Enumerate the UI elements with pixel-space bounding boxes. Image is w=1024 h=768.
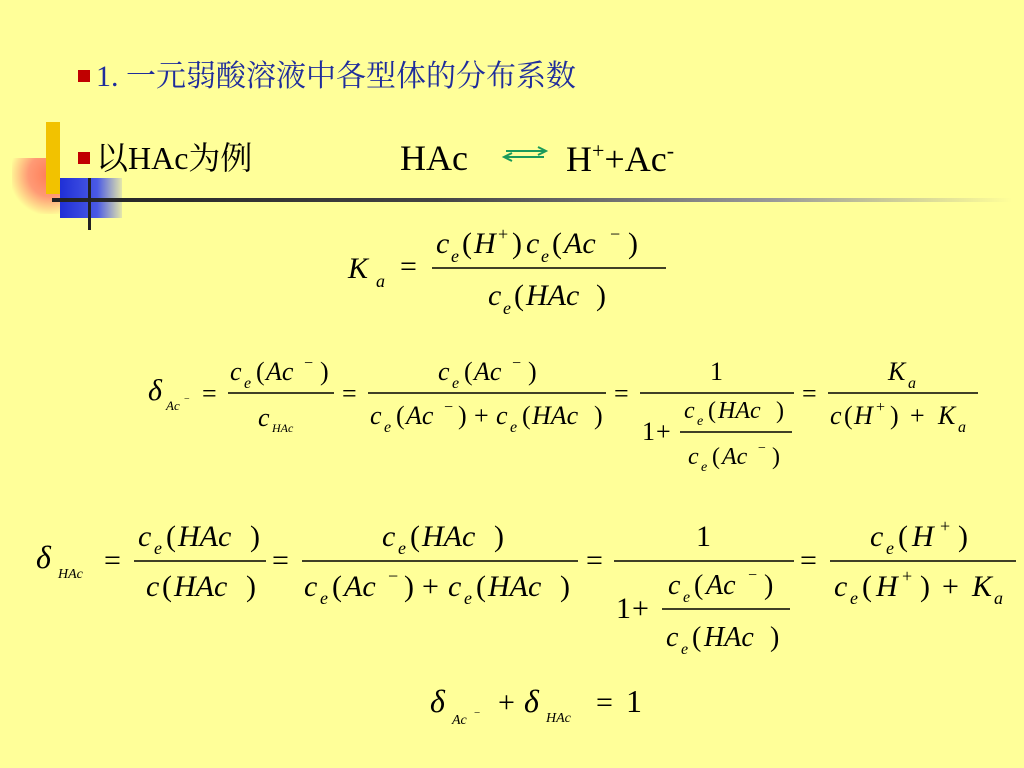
svg-text:−: −: [748, 567, 758, 584]
svg-text:e: e: [452, 375, 460, 392]
svg-text:e: e: [503, 298, 511, 318]
svg-text:(: (: [552, 227, 562, 260]
svg-text:(: (: [332, 570, 342, 603]
svg-text:1: 1: [696, 520, 711, 553]
svg-text:Ac: Ac: [266, 357, 294, 386]
svg-text:c: c: [830, 401, 842, 430]
svg-text:+: +: [474, 401, 489, 430]
svg-text:e: e: [244, 375, 252, 392]
svg-text:+: +: [910, 401, 925, 430]
svg-text:Ac: Ac: [344, 570, 376, 603]
svg-text:): ): [770, 622, 780, 653]
svg-text:HAc: HAc: [272, 421, 294, 435]
svg-text:e: e: [541, 246, 549, 266]
equation-ka: [347, 224, 666, 318]
svg-text:HAc: HAc: [58, 567, 83, 582]
svg-text:+: +: [498, 224, 509, 244]
svg-text:=: =: [202, 379, 217, 408]
svg-text:e: e: [683, 589, 691, 606]
svg-text:=: =: [342, 379, 357, 408]
svg-text:−: −: [184, 394, 190, 405]
svg-text:HAc: HAc: [704, 622, 754, 653]
svg-text:−: −: [444, 399, 454, 416]
svg-text:K: K: [888, 357, 906, 386]
reaction-ac: +Ac: [604, 139, 667, 179]
svg-text:e: e: [850, 588, 858, 608]
svg-text:c: c: [230, 357, 242, 386]
svg-text:=: =: [614, 379, 629, 408]
reaction-h-charge: +: [592, 138, 605, 163]
svg-text:c: c: [304, 570, 318, 603]
svg-text:c: c: [526, 227, 540, 260]
svg-text:): ): [776, 398, 784, 424]
svg-text:HAc: HAc: [422, 520, 476, 553]
svg-text:=: =: [586, 544, 603, 577]
svg-text:δ: δ: [430, 683, 445, 719]
svg-text:(: (: [712, 444, 720, 470]
svg-text:c: c: [488, 279, 502, 312]
svg-text:HAc: HAc: [532, 401, 579, 430]
svg-text:(: (: [162, 570, 172, 603]
svg-text:H: H: [912, 520, 934, 553]
svg-text:e: e: [398, 538, 406, 558]
svg-text:c: c: [666, 622, 679, 653]
svg-text:): ): [920, 570, 930, 603]
svg-text:H: H: [474, 227, 496, 260]
svg-text:(: (: [476, 570, 486, 603]
example-label: 以HAc为例: [96, 140, 253, 176]
svg-text:(: (: [462, 227, 472, 260]
reaction-ac-charge: -: [666, 138, 675, 163]
svg-text:1: 1: [710, 357, 723, 386]
svg-text:): ): [494, 520, 504, 553]
svg-text:+: +: [656, 417, 671, 446]
svg-text:c: c: [688, 444, 699, 470]
svg-text:δ: δ: [524, 683, 539, 719]
svg-text:e: e: [681, 641, 689, 658]
svg-text:HAc: HAc: [488, 570, 542, 603]
svg-text:−: −: [304, 355, 314, 372]
reaction-h: H: [566, 139, 592, 179]
svg-text:e: e: [510, 419, 518, 436]
svg-text:e: e: [701, 460, 708, 475]
svg-text:e: e: [384, 419, 392, 436]
svg-text:): ): [246, 570, 256, 603]
svg-text:e: e: [886, 538, 894, 558]
svg-text:=: =: [272, 544, 289, 577]
svg-text:(: (: [898, 520, 908, 553]
svg-text:): ): [250, 520, 260, 553]
svg-text:): ): [512, 227, 522, 260]
svg-text:(: (: [862, 570, 872, 603]
svg-text:Ac: Ac: [722, 444, 748, 470]
reaction-left: HAc: [400, 138, 468, 178]
svg-text:(: (: [256, 357, 265, 386]
svg-text:−: −: [610, 224, 621, 244]
svg-text:c: c: [382, 520, 396, 553]
svg-text:e: e: [451, 246, 459, 266]
svg-text:): ): [560, 570, 570, 603]
svg-text:(: (: [514, 279, 524, 312]
svg-text:): ): [764, 570, 774, 601]
svg-text:K: K: [938, 401, 956, 430]
title-text: 一元弱酸溶液中各型体的分布系数: [126, 60, 576, 93]
svg-text:=: =: [104, 544, 121, 577]
svg-text:HAc: HAc: [718, 398, 761, 424]
svg-text:c: c: [258, 403, 270, 432]
svg-text:): ): [628, 227, 638, 260]
svg-text:(: (: [694, 570, 704, 601]
svg-text:−: −: [512, 355, 522, 372]
svg-text:a: a: [958, 419, 966, 436]
svg-text:1: 1: [616, 592, 631, 625]
svg-text:): ): [890, 401, 899, 430]
svg-text:δ: δ: [36, 539, 51, 575]
svg-text:e: e: [320, 588, 328, 608]
svg-text:+: +: [498, 686, 515, 719]
svg-text:+: +: [422, 570, 439, 603]
svg-text:a: a: [376, 271, 385, 291]
svg-text:δ: δ: [148, 374, 162, 407]
svg-text:−: −: [758, 441, 766, 456]
svg-text:e: e: [464, 588, 472, 608]
svg-text:=: =: [596, 686, 613, 719]
svg-text:Ac: Ac: [706, 570, 736, 601]
svg-text:HAc: HAc: [174, 570, 228, 603]
svg-text:+: +: [632, 592, 649, 625]
svg-text:K: K: [972, 570, 993, 603]
svg-text:e: e: [154, 538, 162, 558]
svg-text:(: (: [522, 401, 531, 430]
svg-text:): ): [596, 279, 606, 312]
svg-text:1: 1: [626, 683, 642, 719]
svg-text:=: =: [400, 250, 417, 283]
title-number: 1.: [96, 60, 119, 93]
svg-text:a: a: [994, 588, 1003, 608]
svg-text:=: =: [802, 379, 817, 408]
svg-text:c: c: [496, 401, 508, 430]
svg-text:Ac: Ac: [474, 357, 502, 386]
svg-text:a: a: [908, 375, 916, 392]
svg-text:(: (: [396, 401, 405, 430]
svg-text:): ): [958, 520, 968, 553]
equation-delta-hac: [36, 516, 1016, 658]
svg-text:c: c: [438, 357, 450, 386]
svg-text:H: H: [876, 570, 898, 603]
svg-text:c: c: [834, 570, 848, 603]
svg-text:(: (: [410, 520, 420, 553]
svg-text:−: −: [474, 707, 481, 719]
svg-text:c: c: [436, 227, 450, 260]
svg-text:c: c: [668, 570, 681, 601]
svg-text:): ): [772, 444, 780, 470]
svg-text:+: +: [876, 399, 886, 416]
svg-text:(: (: [464, 357, 473, 386]
svg-text:c: c: [684, 398, 695, 424]
svg-text:c: c: [146, 570, 160, 603]
svg-text:(: (: [708, 398, 716, 424]
svg-text:): ): [404, 570, 414, 603]
svg-text:−: −: [388, 566, 399, 586]
svg-text:=: =: [800, 544, 817, 577]
svg-text:Ac: Ac: [406, 401, 434, 430]
svg-text:(: (: [692, 622, 702, 653]
svg-text:+: +: [942, 570, 959, 603]
svg-text:Ac: Ac: [452, 713, 467, 728]
svg-text:HAc: HAc: [178, 520, 232, 553]
svg-text:c: c: [370, 401, 382, 430]
svg-text:e: e: [697, 414, 704, 429]
svg-text:c: c: [870, 520, 884, 553]
svg-text:HAc: HAc: [546, 711, 571, 726]
svg-text:H: H: [854, 401, 873, 430]
svg-text:HAc: HAc: [526, 279, 580, 312]
equation-delta-ac: [148, 355, 978, 475]
svg-text:): ): [320, 357, 329, 386]
svg-text:): ): [594, 401, 603, 430]
svg-text:c: c: [138, 520, 152, 553]
svg-text:1: 1: [642, 417, 655, 446]
svg-text:Ac: Ac: [166, 398, 180, 413]
svg-text:+: +: [940, 516, 951, 536]
svg-text:c: c: [448, 570, 462, 603]
svg-text:K: K: [348, 252, 369, 285]
equation-sum: [430, 683, 642, 728]
svg-text:): ): [458, 401, 467, 430]
svg-text:): ): [528, 357, 537, 386]
svg-text:Ac: Ac: [564, 227, 596, 260]
svg-text:(: (: [844, 401, 853, 430]
svg-text:(: (: [166, 520, 176, 553]
svg-text:+: +: [902, 566, 913, 586]
